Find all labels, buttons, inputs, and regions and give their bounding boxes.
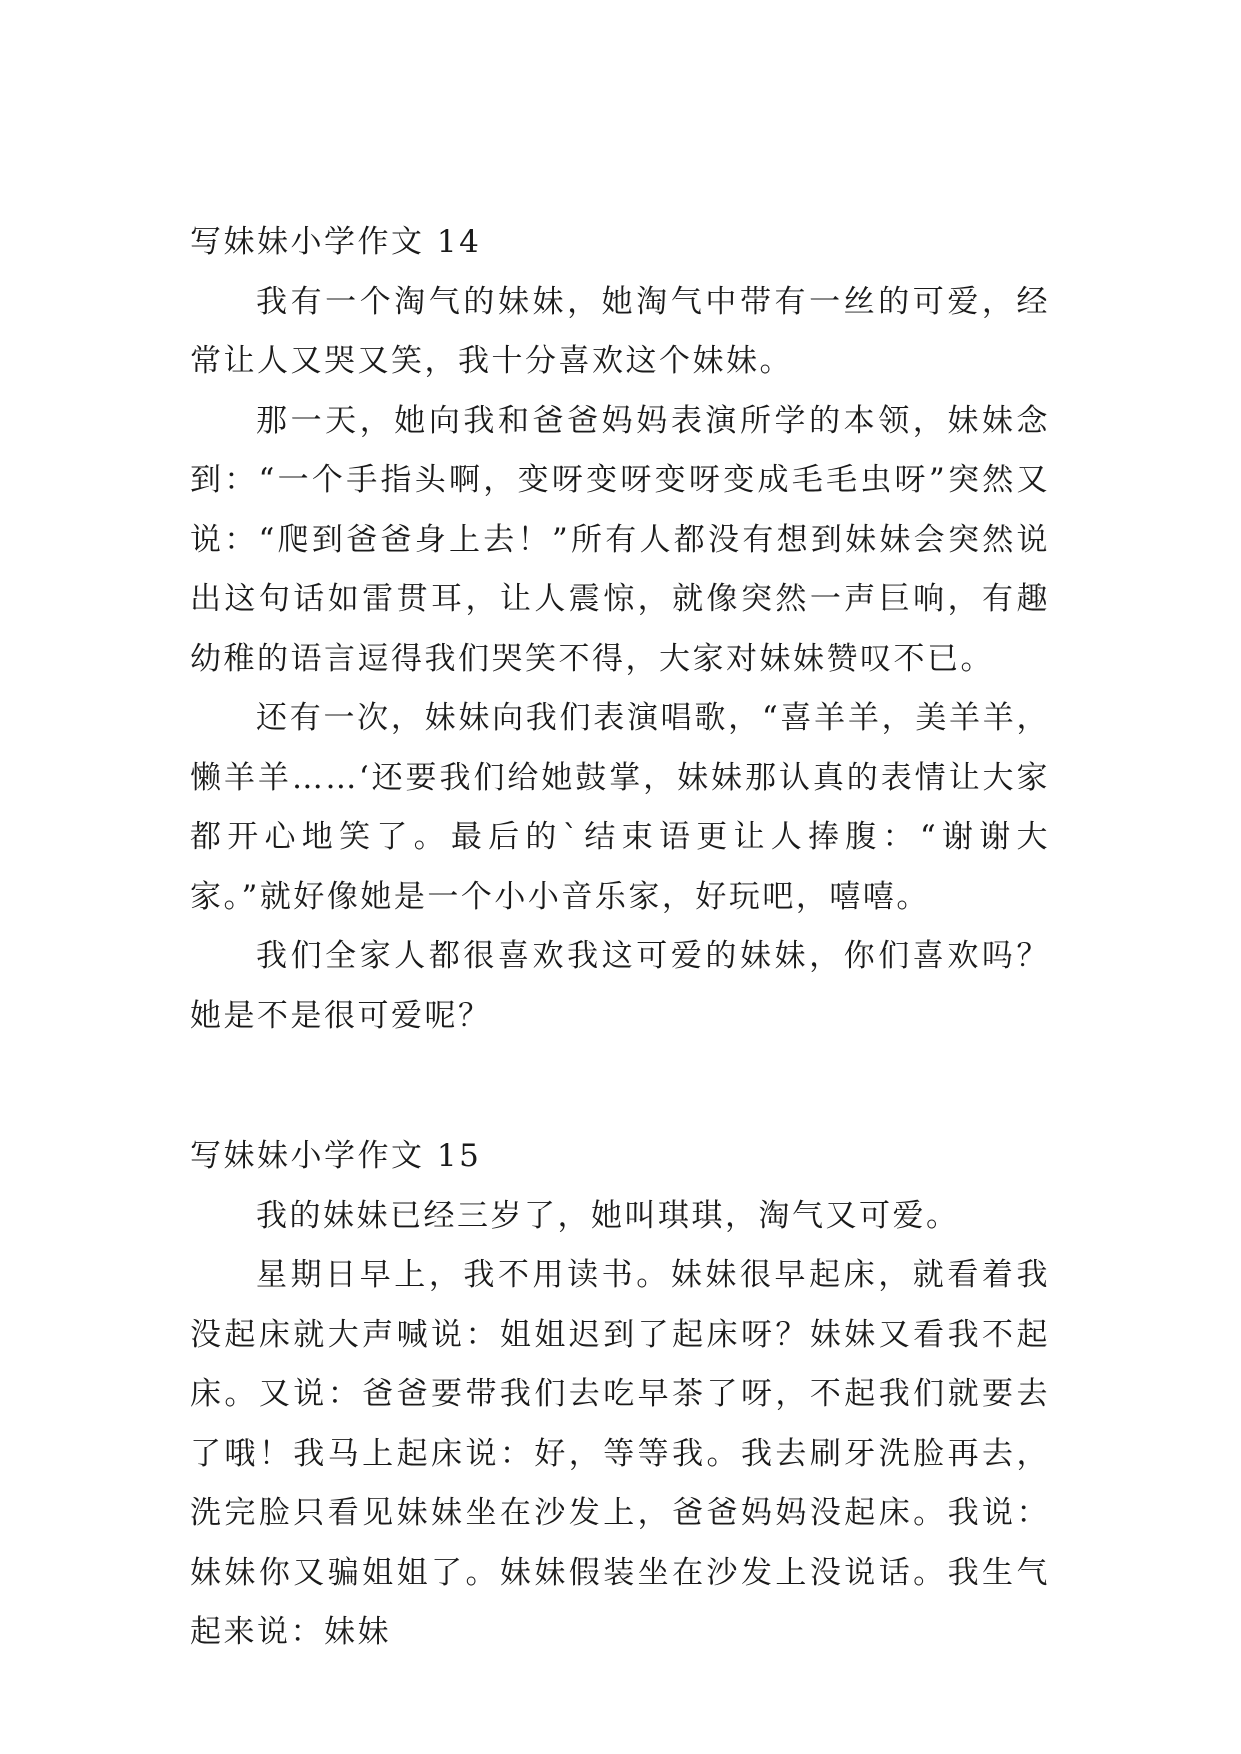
essay-paragraph: 我们全家人都很喜欢我这可爱的妹妹，你们喜欢吗？她是不是很可爱呢？ (190, 938, 1050, 1034)
essay-paragraph: 我的妹妹已经三岁了，她叫琪琪，淘气又可爱。 (256, 1197, 960, 1234)
essay-paragraph: 还有一次，妹妹向我们表演唱歌，“喜羊羊，美羊羊，懒羊羊……‘还要我们给她鼓掌，妹妹那认真的表情让大家都开心地笑了。最后的`结束语更让人捧腹：“谢谢大家。”就好像她是一个小小音乐家，好玩吧，嘻嘻。 (190, 700, 1050, 915)
essay-paragraph: 我有一个淘气的妹妹，她淘气中带有一丝的可爱，经常让人又哭又笑，我十分喜欢这个妹妹。 (190, 283, 1050, 379)
section-spacer (190, 1046, 1050, 1127)
essay-15 (190, 1127, 1050, 1663)
essay-14 (190, 213, 1050, 1046)
essay-title: 写妹妹小学作文 14 (190, 224, 482, 260)
document-body (190, 213, 1050, 1663)
essay-title: 写妹妹小学作文 15 (190, 1138, 482, 1174)
essay-paragraph: 那一天，她向我和爸爸妈妈表演所学的本领，妹妹念到：“一个手指头啊，变呀变呀变呀变成毛毛虫呀”突然又说：“爬到爸爸身上去！”所有人都没有想到妹妹会突然说出这句话如雷贯耳，让人震惊，就像突然一声巨响，有趣幼稚的语言逗得我们哭笑不得，大家对妹妹赞叹不已。 (190, 402, 1050, 677)
essay-paragraph: 星期日早上，我不用读书。妹妹很早起床，就看着我没起床就大声喊说：姐姐迟到了起床呀？妹妹又看我不起床。又说：爸爸要带我们去吃早茶了呀，不起我们就要去了哦！我马上起床说：好，等等我。我去刷牙洗脸再去，洗完脸只看见妹妹坐在沙发上，爸爸妈妈没起床。我说：妹妹你又骗姐姐了。妹妹假装坐在沙发上没说话。我生气起来说：妹妹 (190, 1257, 1050, 1650)
